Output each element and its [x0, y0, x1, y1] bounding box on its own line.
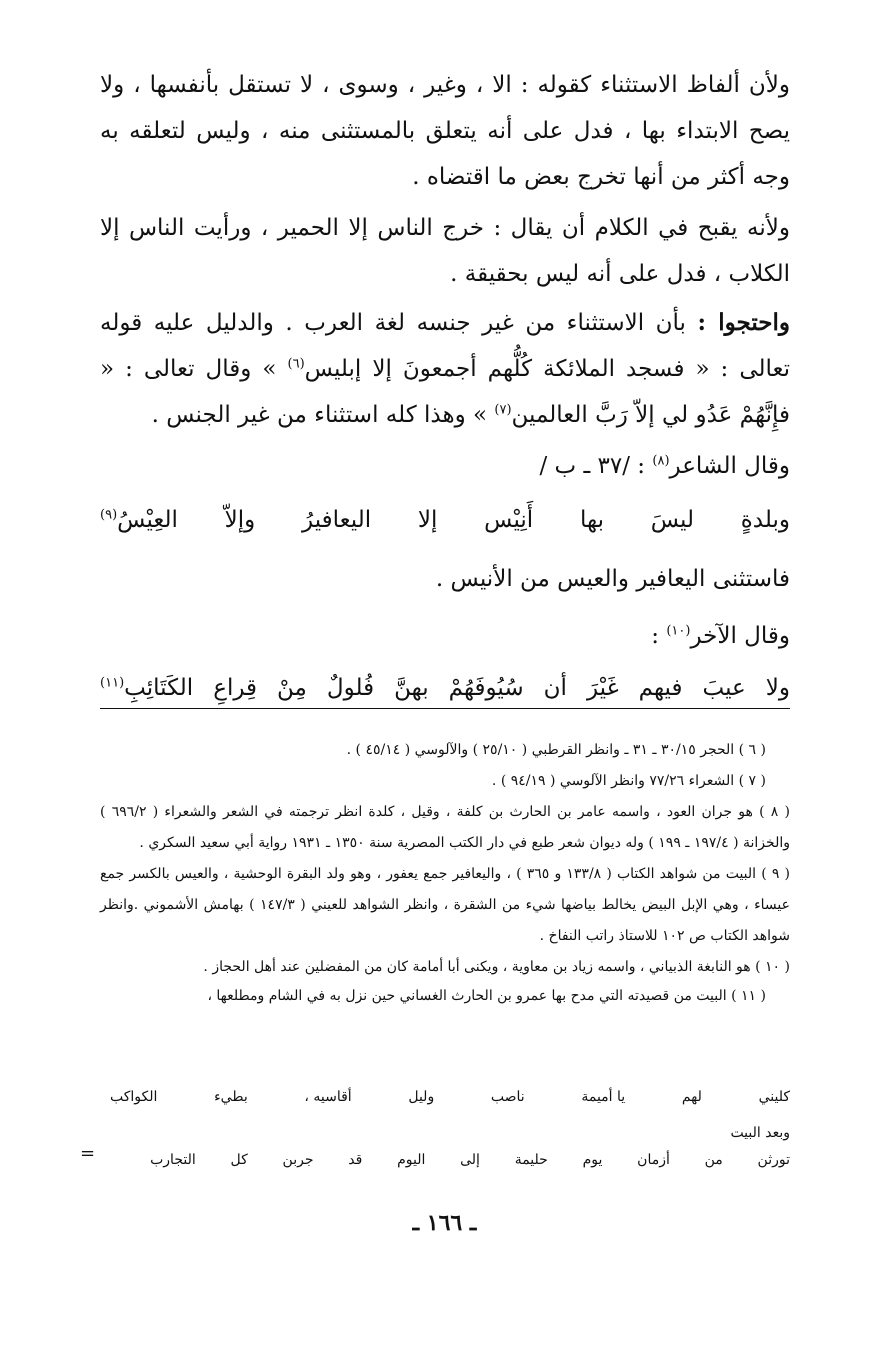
verse-word: وإلاّ [224, 507, 256, 533]
paragraph-ugly-usage: ولأنه يقبح في الكلام أن يقال : خرج الناس إلا الحمير ، ورأيت الناس إلا الكلاب ، فدل على أنه ليس بحقيقة . [100, 215, 790, 287]
verse-line-2 [100, 668, 790, 708]
verse-word: كليني [758, 1089, 790, 1105]
paragraph-conclusion: فاستثنى اليعافير والعيس من الأنيس . [435, 566, 790, 592]
verse-word: أَنِيْس [484, 507, 534, 533]
verse-word: إلا [417, 507, 438, 533]
argument-text-c: » وهذا كله استثناء من غير الجنس . [151, 402, 495, 428]
verse-word: حليمة [514, 1152, 548, 1168]
footnote-ref-8: (٨) [652, 453, 670, 469]
verse-word: وليل [408, 1089, 435, 1105]
verse-word: قد [348, 1152, 363, 1168]
verse-word: بهنَّ [394, 675, 429, 701]
paragraph-exception-words: ولأن ألفاظ الاستثناء كقوله : الا ، وغير ، وسوى ، لا تستقل بأنفسها ، ولا يصح الابتداء بها ، فدل على أنه يتعلق بالمستثنى منه ، وليس لتعلقه به وجه أكثر من أنها تخرج بعض ما اقتضاه . [100, 72, 790, 190]
paragraph-argument [100, 300, 790, 438]
verse-word: اليعافيرُ [302, 507, 372, 533]
verse-word: بها [579, 507, 604, 533]
footnote-8: ( ٨ ) هو جران العود ، واسمه عامر بن الحارث بن كلفة ، وقيل ، كلدة انظر ترجمته في الشعر والشعراء ( ٦٩٦/٢ ) والخزانة ( ١٩٧/٤ ـ ١٩٩ ) وله ديوان شعر طبع في دار الكتب المصرية سنة ١٣٥٠ ـ ١٩٣١ رواية أبي سعيد السكري . [100, 804, 790, 851]
verse-word: وبلدةٍ [740, 507, 790, 533]
verse-word: غَيْرَ [586, 675, 619, 701]
footnote-verse-2 [150, 1147, 790, 1173]
verse-word: الكواكب [110, 1089, 158, 1105]
after-verse-label: وبعد البيت [730, 1125, 790, 1141]
verse-word [100, 668, 193, 708]
argument-text-a: بأن الاستثناء من غير جنسه لغة العرب . والدليل عليه قوله تعالى : « فسجد الملائكة كُلُّهم أجمعونَ إلا إبليس [100, 310, 791, 382]
verse-word: أزمان [637, 1152, 670, 1168]
verse-word: أن [543, 675, 567, 701]
poet-intro-text: وقال الشاعر [669, 453, 790, 479]
verse-word: يا أميمة [581, 1089, 626, 1105]
other-poet-text: وقال الآخر [690, 623, 790, 649]
argument-text-b: » وقال تعالى : « فإِنَّهُمْ عَدُو لي إلاّ رَبَّ العالمين [100, 356, 790, 428]
footnote-verse-1 [110, 1084, 790, 1110]
verse-word: مِنْ [277, 675, 307, 701]
footnote-ref-10: (١٠) [666, 623, 691, 639]
verse-word: كل [230, 1152, 248, 1168]
verse-word: قِراعِ [213, 675, 258, 701]
verse-word: لهم [681, 1089, 702, 1105]
footnote-10: ( ١٠ ) هو النابغة الذبياني ، واسمه زياد بن معاوية ، ويكنى أبا أمامة كان من المفضلين عند أهل الحجاز . [203, 959, 790, 975]
verse-word: ناصب [490, 1089, 525, 1105]
verse-line-1 [100, 500, 790, 540]
footnote-ref-11: (١١) [100, 675, 125, 691]
footnote-6: ( ٦ ) الحجر ٣٠/١٥ ـ ٣١ ـ وانظر القرطبي ( ٢٥/١٠ ) والآلوسي ( ٤٥/١٤ ) . [346, 742, 766, 758]
footnote-9: ( ٩ ) البيت من شواهد الكتاب ( ١٣٣/٨ و ٣٦٥ ) ، واليعافير جمع يعفور ، وهو ولد البقرة الوحشية ، والعيس بالكسر جمع عيساء ، وهي الإبل البيض يخالط بياضها شيء من الشقرة ، وانظر الشواهد للعيني ( ١٤٧/٣ ) بهامش الأشموني .وانظر شواهد الكتاب ص ١٠٢ للاستاذ راتب النفاخ . [100, 866, 790, 944]
footnote-after-verse [110, 1120, 790, 1146]
colon: : [651, 623, 667, 649]
verse-last-word: العِيْسُ [117, 507, 178, 533]
verse-word: يوم [582, 1152, 603, 1168]
verse-word: أقاسيه ، [304, 1089, 352, 1105]
verse-word: تورثن [757, 1152, 790, 1168]
footnote-ref-6: (٦) [287, 356, 305, 372]
page-number: ـ ١٦٦ ـ [412, 1210, 477, 1236]
verse-word: من [704, 1152, 723, 1168]
footnotes [100, 735, 790, 1009]
continuation-mark: = [80, 1143, 96, 1164]
argument-lead-word: واحتجوا : [697, 309, 790, 336]
verse-word: عيبَ [702, 675, 746, 701]
verse-last-word: الكَتَائِبِ [124, 675, 194, 701]
verse-word: اليوم [397, 1152, 426, 1168]
footnote-7: ( ٧ ) الشعراء ٧٧/٢٦ وانظر الآلوسي ( ٩٤/١٩ ) . [491, 773, 766, 789]
verse-word: إلى [460, 1152, 480, 1168]
verse-word: ولا [765, 675, 790, 701]
verse-word: التجارب [150, 1152, 196, 1168]
verse-word: جربن [282, 1152, 314, 1168]
verse-word: بطيء [214, 1089, 248, 1105]
other-poet-intro [100, 613, 790, 659]
footnote-separator [100, 708, 790, 709]
verse-word [100, 500, 178, 540]
verse-word: فيهم [638, 675, 683, 701]
footnote-ref-7: (٧) [494, 402, 512, 418]
verse-word: سُيُوفَهُمْ [448, 675, 524, 701]
footnote-11: ( ١١ ) البيت من قصيدته التي مدح بها عمرو بن الحارث الغساني حين نزل به في الشام ومطلعها ، [207, 988, 766, 1004]
footnote-ref-9: (٩) [100, 507, 118, 523]
verse-word: فُلولٌ [326, 675, 375, 701]
poet-intro [100, 443, 790, 489]
manuscript-folio-marker: : /٣٧ ـ ب / [539, 453, 653, 479]
verse-word: ليسَ [650, 507, 694, 533]
